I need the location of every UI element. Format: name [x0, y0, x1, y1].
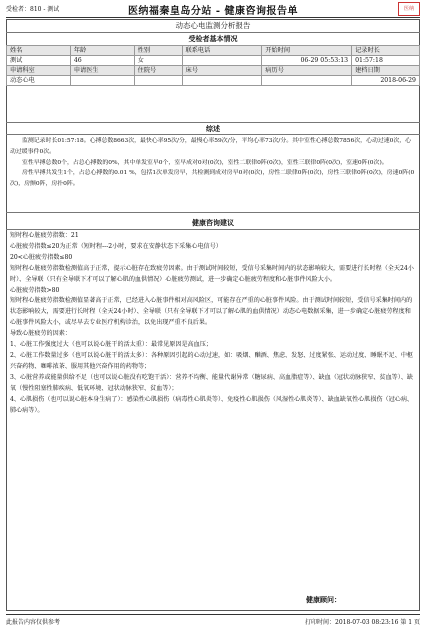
- table-cell: 记录时长: [352, 46, 420, 56]
- table-cell: 性别: [134, 46, 182, 56]
- table-cell: 年龄: [70, 46, 134, 56]
- table-cell: 01:57:18: [352, 56, 420, 66]
- advice-text: [10, 231, 416, 416]
- table-cell: 申请医生: [70, 66, 134, 76]
- table-cell: [182, 56, 262, 66]
- summary-text: [10, 136, 416, 190]
- table-cell: [134, 76, 182, 86]
- table-cell: 2018-06-29: [352, 76, 420, 86]
- table-cell: [182, 76, 262, 86]
- header-divider: [6, 17, 420, 18]
- summary-title-divider: [6, 134, 420, 135]
- advice-title: 健康咨询建议: [192, 218, 234, 227]
- advice-line: 20<心脏疲劳指数≤80: [10, 253, 73, 261]
- advice-line: 短时程心脏疲劳指数检测值显著高于正常，已经进入心脏事件相对高风险区，可能存在严重的心脏事件风险。由于测试时间较短，受信号采集时间内的状态影响较大，需要进行长时程（全天24小时）、全导联（只有全导联下才可以了解心肌的血供情况）动态心电数据采集，进一步确定心脏疲劳程度和心脏事件风险大小，或尽早去专业医疗机构诊治，以免出现严重不良后果。: [10, 297, 413, 327]
- advice-line: 2、心脏工作数量过多（也可以说心脏干的活太多）：各种原因引起的心动过速，如：吸烟、酗酒、焦虑、发怒、过度紧张、运动过度、睡眠不足、中枢兴奋药物、咖啡浓茶、服用其他兴奋作用的药物等；: [10, 351, 414, 370]
- footer-divider: [6, 614, 420, 615]
- table-cell: 联系电话: [182, 46, 262, 56]
- summary-top-divider: [6, 122, 420, 123]
- summary-paragraph: 监测记录时长01:57:18。心搏总数8663次，最快心率95次/分，最慢心率59次/分，平均心率73次/分。其中室性心搏总数7856次，心动过速0次，心动过缓事件0次。: [10, 138, 412, 155]
- table-cell: [262, 76, 352, 86]
- table-cell: 开始时间: [262, 46, 352, 56]
- basic-info-table: [6, 45, 420, 86]
- table-cell: 住院号: [134, 66, 182, 76]
- subtitle-divider: [6, 32, 420, 33]
- table-row: [7, 56, 420, 66]
- summary-paragraph: 房性早搏共发生1个，占总心搏数的0.01 %，包括1次单发房早，共检测到成对房早0对(0次)，房性二联律0阵(0次)，房性三联律0阵(0次)，房速0阵(0次)，房颤0阵，房扑0阵。: [10, 170, 415, 188]
- table-header-row: [7, 66, 420, 76]
- report-title: 医纳福秦皇岛分站 - 健康咨询报告单: [127, 6, 299, 17]
- table-cell: 女: [134, 56, 182, 66]
- basic-info-title: 受检者基本情况: [188, 34, 238, 43]
- advice-title-divider: [6, 229, 420, 230]
- consultant-label: 健康顾问：: [306, 595, 341, 604]
- table-cell: 床号: [182, 66, 262, 76]
- advice-top-divider: [6, 212, 420, 213]
- summary-title: 综述: [206, 124, 220, 133]
- table-row: [7, 76, 420, 86]
- footer-print-info: 打印时间：2018-07-03 08:23:16 第 1 页: [305, 619, 420, 626]
- table-cell: [70, 76, 134, 86]
- table-cell: 建档日期: [352, 66, 420, 76]
- table-cell: 动态心电: [7, 76, 71, 86]
- summary-paragraph: 室性早搏总数0个，占总心搏数的0%，其中单发室早0个，室早成对0对(0次)，室性二联律0阵(0次)，室性三联律0阵(0次)，室速0阵(0次)。: [22, 159, 388, 166]
- table-cell: 06-29 05:53:13: [262, 56, 352, 66]
- examinee-label: 受检者：810 - 测试: [6, 6, 60, 13]
- advice-line: 导致心脏疲劳的因素：: [10, 330, 71, 338]
- table-header-row: [7, 46, 420, 56]
- table-cell: 姓名: [7, 46, 71, 56]
- report-subtitle: 动态心电监测分析报告: [175, 21, 251, 30]
- table-cell: 申请科室: [7, 66, 71, 76]
- advice-line: 心脏疲劳指数>80: [10, 286, 60, 294]
- advice-line: 1、心脏工作强度过大（也可以说心脏干的活太重）：最常见原因是高血压；: [10, 341, 212, 349]
- table-cell: 病历号: [262, 66, 352, 76]
- advice-line: 短时程心脏疲劳指数：21: [10, 232, 79, 239]
- advice-line: 短时程心脏疲劳指数检测值高于正常，提示心脏存在致疲劳因素。由于测试时间较短，受信号采集时间内的状态影响较大，需要进行长时程（全天24小时）、全导联（只有全导联下才可以了解心肌的血供情况）心脏疲劳测试，进一步确定心脏疲劳程度和心脏事件风险大小。: [10, 264, 414, 283]
- table-cell: 46: [70, 56, 134, 66]
- brand-logo: 医纳: [398, 2, 420, 16]
- footer-disclaimer: 此报告内容仅供参考: [6, 619, 61, 626]
- advice-line: 心脏疲劳指数≤20为正常（短时程---2小时，要求在安静状态下采集心电信号）: [10, 242, 222, 250]
- advice-line: 3、心脏营养或能量供给不足（也可以说心脏没有吃饱干活）：营养不均衡、能量代谢异常（糖尿病、高血脂症等）、缺血（冠状动脉狭窄、贫血等）、缺氧（慢性阻塞性肺疾病、低氧环境、冠状动脉狭窄、贫血等）；: [10, 373, 414, 392]
- advice-line: 4、心肌损伤（也可以说心脏本身生病了）：感染性心肌损伤（病毒性心肌炎等）、免疫性心肌损伤（风湿性心肌炎等）、缺血缺氧性心肌损伤（冠心病、肺心病等）。: [10, 395, 414, 414]
- table-cell: 测试: [7, 56, 71, 66]
